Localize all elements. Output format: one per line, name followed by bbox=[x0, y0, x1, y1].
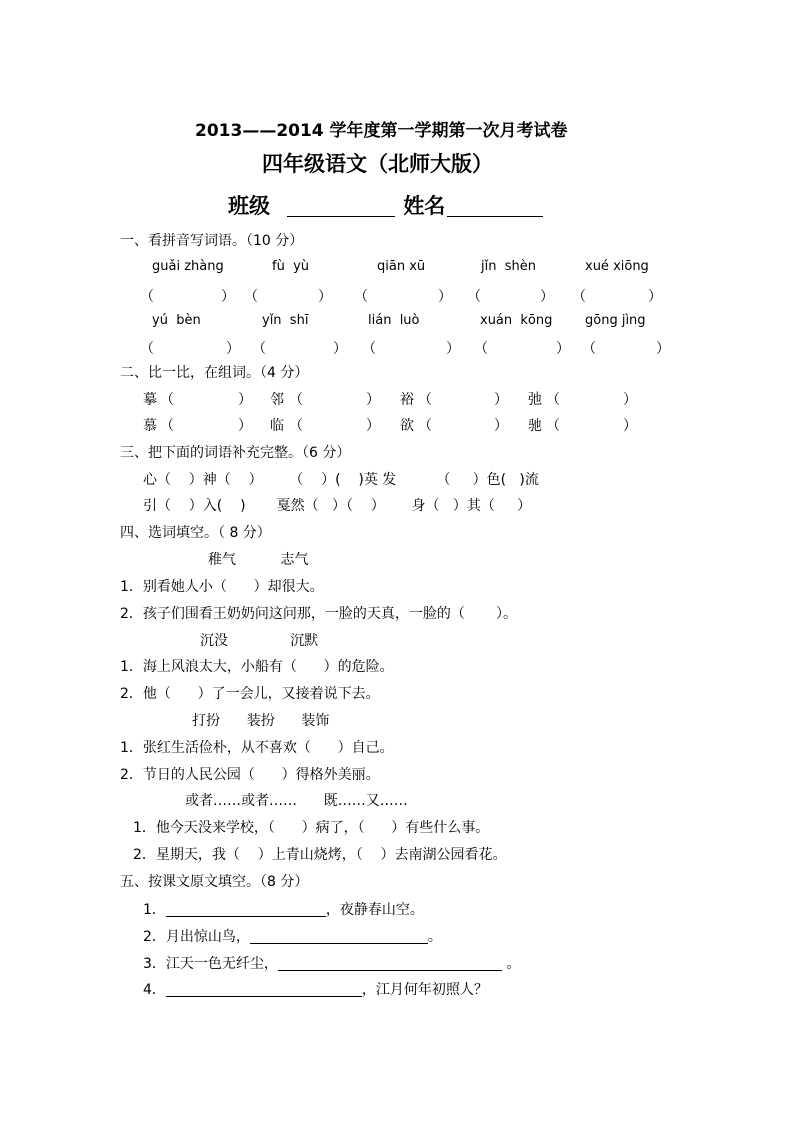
name-label: 姓名 bbox=[403, 194, 446, 218]
paren-open: （ bbox=[467, 289, 481, 305]
pinyin-item: gōng jìng bbox=[585, 313, 646, 328]
paren-close: ） bbox=[540, 289, 554, 305]
section-3-heading: 三、把下面的词语补充完整。（6 分） bbox=[120, 445, 351, 461]
student-info-line bbox=[228, 190, 543, 220]
paren-close: ） bbox=[556, 341, 570, 357]
paren-close: ） bbox=[446, 341, 460, 357]
answer-blank[interactable] bbox=[166, 980, 362, 997]
paren-open: （ bbox=[289, 392, 303, 408]
recite-question bbox=[143, 927, 442, 946]
paren-open: （ bbox=[572, 289, 586, 305]
compare-char: 欲 bbox=[400, 418, 414, 434]
paren-close: ） bbox=[226, 341, 240, 357]
paren-open: （ bbox=[252, 341, 266, 357]
compare-char: 慕 bbox=[143, 418, 157, 434]
fill-question: 1．别看她人小（ ）却很大。 bbox=[120, 579, 324, 595]
paren-open: （ bbox=[474, 341, 488, 357]
paren-close: ） bbox=[494, 392, 508, 408]
paren-open: （ bbox=[289, 418, 303, 434]
word-choices: 沉没 沉默 bbox=[200, 633, 319, 649]
paren-close: ） bbox=[366, 418, 380, 434]
compare-char: 临 bbox=[270, 418, 284, 434]
paren-open: （ bbox=[418, 392, 432, 408]
question-number: 4． bbox=[143, 982, 166, 998]
class-blank[interactable] bbox=[287, 196, 395, 217]
paren-open: （ bbox=[546, 392, 560, 408]
pinyin-item: qiān xū bbox=[377, 259, 426, 274]
idiom-line: 心（ ）神（ ） （ ）( )英 发 （ ）色( )流 bbox=[143, 472, 539, 488]
exam-title: 2013——2014 学年度第一学期第一次月考试卷 bbox=[195, 121, 568, 141]
paren-open: （ bbox=[418, 418, 432, 434]
fill-question: 1．他今天没来学校，（ ）病了，（ ）有些什么事。 bbox=[133, 820, 490, 836]
compare-char: 摹 bbox=[143, 392, 157, 408]
paren-close: ） bbox=[366, 392, 380, 408]
poem-text: ，夜静春山空。 bbox=[325, 902, 424, 918]
poem-text: 。 bbox=[427, 929, 442, 945]
poem-text: 3．江天一色无纤尘， bbox=[143, 956, 278, 972]
pinyin-item: yú bèn bbox=[152, 313, 201, 328]
compare-char: 裕 bbox=[400, 392, 414, 408]
recite-question bbox=[143, 954, 520, 973]
compare-char: 邻 bbox=[270, 392, 284, 408]
word-choices: 稚气 志气 bbox=[208, 552, 309, 568]
exam-subtitle: 四年级语文（北师大版） bbox=[262, 152, 493, 176]
word-choices: 或者……或者…… 既……又…… bbox=[185, 793, 408, 809]
poem-text: 。 bbox=[501, 956, 521, 972]
word-choices: 打扮 装扮 装饰 bbox=[192, 713, 330, 729]
pinyin-item: yǐn shī bbox=[262, 313, 309, 328]
paren-close: ） bbox=[238, 392, 252, 408]
paren-close: ） bbox=[318, 289, 332, 305]
paren-close: ） bbox=[333, 341, 347, 357]
paren-open: （ bbox=[140, 341, 154, 357]
pinyin-item: xué xiōng bbox=[585, 259, 649, 274]
poem-text: 2．月出惊山鸟， bbox=[143, 929, 250, 945]
recite-question bbox=[143, 980, 488, 999]
class-label: 班级 bbox=[228, 194, 270, 218]
fill-question: 2．星期天，我（ ）上青山烧烤，（ ）去南湖公园看花。 bbox=[133, 847, 507, 863]
paren-open: （ bbox=[244, 289, 258, 305]
pinyin-item: lián luò bbox=[368, 313, 420, 328]
paren-open: （ bbox=[140, 289, 154, 305]
fill-question: 1．张红生活俭朴，从不喜欢（ ）自己。 bbox=[120, 740, 394, 756]
name-blank[interactable] bbox=[447, 196, 543, 217]
paren-close: ） bbox=[648, 289, 662, 305]
paren-close: ） bbox=[494, 418, 508, 434]
paren-open: （ bbox=[546, 418, 560, 434]
paren-open: （ bbox=[582, 341, 596, 357]
answer-blank[interactable] bbox=[278, 954, 502, 971]
poem-text: ，江月何年初照人？ bbox=[361, 982, 488, 998]
answer-blank[interactable] bbox=[250, 927, 428, 944]
pinyin-item: xuán kōng bbox=[480, 313, 553, 328]
pinyin-item: guǎi zhàng bbox=[152, 259, 224, 274]
section-4-heading: 四、选词填空。（ 8 分） bbox=[120, 525, 271, 541]
section-5-heading: 五、按课文原文填空。（8 分） bbox=[120, 874, 309, 890]
compare-char: 弛 bbox=[528, 392, 542, 408]
paren-open: （ bbox=[160, 418, 174, 434]
paren-open: （ bbox=[362, 341, 376, 357]
fill-question: 1．海上风浪太大，小船有（ ）的危险。 bbox=[120, 659, 394, 675]
fill-question: 2．节日的人民公园（ ）得格外美丽。 bbox=[120, 767, 380, 783]
answer-blank[interactable] bbox=[166, 900, 326, 917]
paren-close: ） bbox=[238, 418, 252, 434]
section-2-heading: 二、比一比，在组词。（4 分） bbox=[120, 365, 309, 381]
paren-close: ） bbox=[656, 341, 670, 357]
recite-question bbox=[143, 900, 424, 919]
paren-close: ） bbox=[221, 289, 235, 305]
paren-close: ） bbox=[623, 418, 637, 434]
question-number: 1． bbox=[143, 902, 166, 918]
paren-close: ） bbox=[623, 392, 637, 408]
paren-open: （ bbox=[160, 392, 174, 408]
section-1-heading: 一、看拼音写词语。（10 分） bbox=[120, 233, 304, 249]
pinyin-item: jǐn shèn bbox=[481, 259, 536, 274]
fill-question: 2．孩子们围看王奶奶问这问那，一脸的天真，一脸的（ ）。 bbox=[120, 606, 518, 622]
paren-open: （ bbox=[354, 289, 368, 305]
fill-question: 2．他（ ）了一会儿，又接着说下去。 bbox=[120, 686, 380, 702]
compare-char: 驰 bbox=[528, 418, 542, 434]
paren-close: ） bbox=[438, 289, 452, 305]
pinyin-item: fù yù bbox=[272, 259, 310, 274]
idiom-line: 引（ ）入( ) 戛然（ ）（ ） 身（ ）其（ ） bbox=[143, 498, 532, 514]
